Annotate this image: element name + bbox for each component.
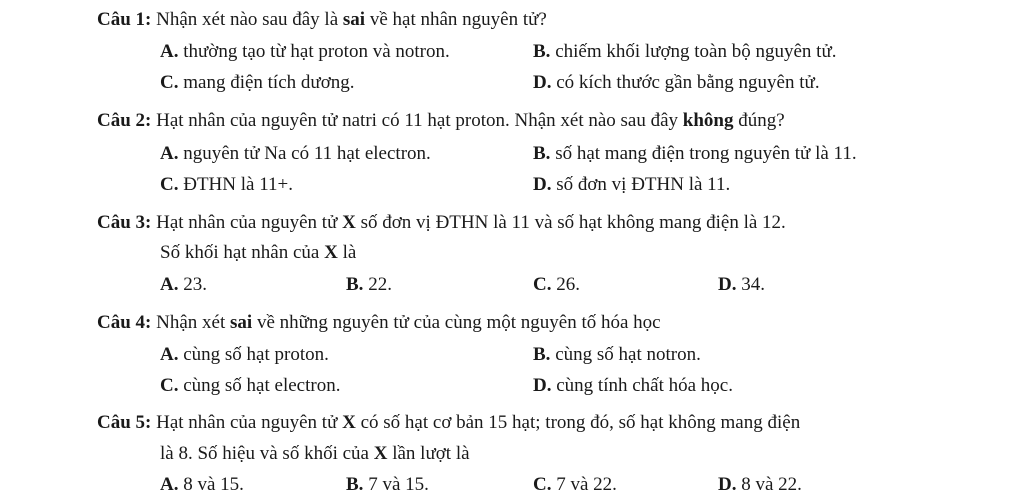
question-1-keyword: sai xyxy=(342,9,366,30)
question-1-option-a[interactable] xyxy=(160,40,450,64)
option-text: có kích thước gần bằng nguyên tử. xyxy=(556,72,820,93)
option-text: cùng số hạt proton. xyxy=(183,344,329,365)
question-5-stem-line2-text: là 8. Số hiệu và số khối của xyxy=(160,443,374,464)
question-2-option-b[interactable] xyxy=(533,142,857,166)
option-letter: B. xyxy=(346,274,364,295)
question-4-stem-text: Nhận xét xyxy=(156,312,230,333)
option-letter: B. xyxy=(533,41,551,62)
question-1-stem xyxy=(97,8,547,32)
question-2-keyword: không xyxy=(682,110,734,131)
option-letter: C. xyxy=(160,174,179,195)
question-5-variable-2: X xyxy=(373,443,388,464)
option-letter: C. xyxy=(160,375,179,396)
question-2-stem-text: Hạt nhân của nguyên tử natri có 11 hạt proton. Nhận xét nào sau đây xyxy=(156,110,683,131)
question-3-option-c[interactable] xyxy=(533,273,580,297)
question-4-label: Câu 4: xyxy=(97,312,152,333)
option-letter: A. xyxy=(160,274,179,295)
option-text: 8 và 15. xyxy=(183,474,244,495)
question-5-label: Câu 5: xyxy=(97,412,152,433)
question-5-variable: X xyxy=(342,412,356,433)
question-3-option-b[interactable] xyxy=(346,273,392,297)
option-text: 23. xyxy=(183,274,207,295)
question-1-stem-text: Nhận xét nào sau đây là xyxy=(156,9,343,30)
question-4-stem xyxy=(97,311,661,335)
option-letter: A. xyxy=(160,474,179,495)
question-3-stem-line2-end: là xyxy=(337,242,357,263)
question-1-option-b[interactable] xyxy=(533,40,837,64)
option-text: 26. xyxy=(556,274,580,295)
option-text: mang điện tích dương. xyxy=(183,72,355,93)
option-text: số đơn vị ĐTHN là 11. xyxy=(556,174,731,195)
question-3-variable: X xyxy=(342,212,356,233)
question-5-stem xyxy=(97,411,800,435)
question-3-stem-text-end: số đơn vị ĐTHN là 11 và số hạt không mang điện là 12. xyxy=(355,212,786,233)
question-2-stem xyxy=(97,109,785,133)
question-3-stem-line2 xyxy=(160,241,356,265)
option-letter: C. xyxy=(533,274,552,295)
question-2-option-d[interactable] xyxy=(533,173,730,197)
option-text: 7 và 22. xyxy=(556,474,617,495)
question-5-stem-text-end: có số hạt cơ bản 15 hạt; trong đó, số hạt không mang điện xyxy=(355,412,801,433)
option-text: chiếm khối lượng toàn bộ nguyên tử. xyxy=(555,41,837,62)
question-5-option-a[interactable] xyxy=(160,473,244,497)
question-2-stem-text-end: đúng? xyxy=(733,110,785,131)
question-5-option-b[interactable] xyxy=(346,473,429,497)
question-3-option-d[interactable] xyxy=(718,273,765,297)
question-2-option-a[interactable] xyxy=(160,142,431,166)
option-text: 8 và 22. xyxy=(741,474,802,495)
option-letter: D. xyxy=(718,274,737,295)
option-letter: D. xyxy=(533,72,552,93)
option-letter: D. xyxy=(533,174,552,195)
option-text: cùng tính chất hóa học. xyxy=(556,375,733,396)
question-1-option-c[interactable] xyxy=(160,71,355,95)
option-letter: D. xyxy=(718,474,737,495)
option-letter: B. xyxy=(346,474,364,495)
option-text: cùng số hạt electron. xyxy=(183,375,341,396)
question-5-option-c[interactable] xyxy=(533,473,617,497)
question-4-keyword: sai xyxy=(230,312,253,333)
question-1-option-d[interactable] xyxy=(533,71,820,95)
question-3-variable-2: X xyxy=(324,242,338,263)
question-4-option-a[interactable] xyxy=(160,343,329,367)
option-letter: A. xyxy=(160,143,179,164)
question-4-stem-text-end: về những nguyên tử của cùng một nguyên tố hóa học xyxy=(252,312,661,333)
question-5-stem-line2 xyxy=(160,442,470,466)
option-text: ĐTHN là 11+. xyxy=(183,174,293,195)
option-letter: A. xyxy=(160,344,179,365)
option-letter: C. xyxy=(533,474,552,495)
question-5-stem-line2-end: lần lượt là xyxy=(387,443,470,464)
question-4-option-d[interactable] xyxy=(533,374,733,398)
option-letter: B. xyxy=(533,344,551,365)
option-text: 34. xyxy=(741,274,765,295)
option-text: số hạt mang điện trong nguyên tử là 11. xyxy=(555,143,857,164)
option-letter: C. xyxy=(160,72,179,93)
option-text: cùng số hạt notron. xyxy=(555,344,701,365)
option-text: thường tạo từ hạt proton và notron. xyxy=(183,41,450,62)
question-5-stem-text: Hạt nhân của nguyên tử xyxy=(156,412,343,433)
option-text: 7 và 15. xyxy=(368,474,429,495)
question-1-label: Câu 1: xyxy=(97,9,152,30)
question-1-stem-text-end: về hạt nhân nguyên tử? xyxy=(365,9,547,30)
option-letter: D. xyxy=(533,375,552,396)
option-text: nguyên tử Na có 11 hạt electron. xyxy=(183,143,431,164)
option-text: 22. xyxy=(368,274,392,295)
question-2-option-c[interactable] xyxy=(160,173,293,197)
question-4-option-b[interactable] xyxy=(533,343,701,367)
option-letter: A. xyxy=(160,41,179,62)
question-3-stem-line2-text: Số khối hạt nhân của xyxy=(160,242,325,263)
question-3-option-a[interactable] xyxy=(160,273,207,297)
question-3-stem-text: Hạt nhân của nguyên tử xyxy=(156,212,343,233)
option-letter: B. xyxy=(533,143,551,164)
question-4-option-c[interactable] xyxy=(160,374,340,398)
question-5-option-d[interactable] xyxy=(718,473,802,497)
question-3-stem xyxy=(97,211,786,235)
question-3-label: Câu 3: xyxy=(97,212,152,233)
question-2-label: Câu 2: xyxy=(97,110,152,131)
